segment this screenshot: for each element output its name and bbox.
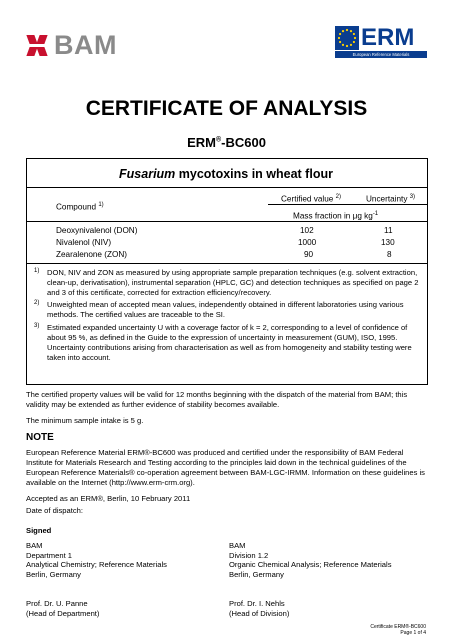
sample-intake-text: The minimum sample intake is 5 g. (26, 416, 144, 425)
divider (26, 187, 427, 188)
divider (26, 263, 427, 264)
bam-cross-icon (26, 35, 48, 57)
footnote-3: Estimated expanded uncertainty U with a coverage factor of k = 2, corresponding to a level of confidence of about 95 %, as defined in the Guide to the expression of uncertainty in measurement (GUM), ISO, 1995. Uncertainty contributions arising from characterisation as well as from homogeneity and stability testing were taken into account. (47, 323, 412, 362)
page-title: CERTIFICATE OF ANALYSIS (85, 97, 368, 120)
eu-stars-icon (335, 26, 359, 50)
dispatch-text: Date of dispatch: (26, 506, 83, 515)
validity-text: The certified property values will be valid for 12 months beginning with the dispatch of the material from BAM; this validity may be extended as further evidence of stability becomes available. (26, 390, 408, 409)
column-header-compound: Compound $^{1)}$ (56, 202, 104, 212)
erm-logo (335, 25, 427, 58)
footnote-mark: 1) (34, 268, 40, 274)
bam-logo-text: BAM (54, 30, 117, 60)
footnote-mark: 3) (34, 323, 40, 329)
page-footer: Certificate ERM®-BC600 Page 1 of 4 (370, 624, 426, 636)
table-cell-value: 90 (304, 250, 314, 259)
signed-label: Signed (26, 526, 52, 535)
accepted-text: Accepted as an ERM®, Berlin, 10 February 2011 (26, 494, 191, 503)
signatory-left-address: BAM Department 1 Analytical Chemistry; Reference Materials Berlin, Germany (26, 541, 167, 579)
table-cell-compound: Nivalenol (NIV) (56, 238, 112, 247)
table-cell-compound: Deoxynivalenol (DON) (56, 226, 138, 235)
bam-logo (26, 30, 117, 61)
table-cell-value: 102 (300, 226, 314, 235)
footnote-1: DON, NIV and ZON as measured by using appropriate sample preparation techniques (e.g. solvent extraction, clean-up, derivatisation), instrumental separation (HPLC, GC) and detection techniques as specified on page 2 and 3 of this certificate, corrected for extraction efficiency/recovery. (47, 268, 419, 297)
table-cell-uncertainty: 8 (387, 250, 392, 259)
unit-row: Mass fraction in μg $kg^{-1}$ (293, 211, 379, 221)
signatory-right-address: BAM Division 1.2 Organic Chemical Analysis; Reference Materials Berlin, Germany (229, 541, 392, 579)
table-cell-uncertainty: 130 (381, 238, 395, 247)
note-heading: NOTE (26, 432, 54, 443)
footnote-mark: 2) (34, 300, 40, 306)
erm-band-text: European Reference Materials (335, 51, 427, 58)
note-text: European Reference Material ERM®-BC600 was produced and certified under the responsibility of BAM Federal Institute for Materials Research and Testing according to the principles laid down in the technical guidelines of the European Reference Materials® co-operation agreement between BAM-LGC-IRMM. Information on these guidelines is available on the Internet (http://www.erm-crm.org). (26, 448, 425, 487)
signatory-right-name: Prof. Dr. I. Nehls (Head of Division) (229, 599, 290, 618)
erm-logo-text: ERM (361, 23, 415, 51)
footnote-2: Unweighted mean of accepted mean values, independently obtained in different laboratories using various methods. The certified values are traceable to the SI. (47, 300, 404, 319)
page-subtitle: ERM®-BC600 (187, 135, 266, 150)
column-header-uncertainty: Uncertainty $^{3)}$ (366, 194, 416, 204)
signatory-left-name: Prof. Dr. U. Panne (Head of Department) (26, 599, 100, 618)
table-cell-compound: Zearalenone (ZON) (56, 250, 127, 259)
table-cell-value: 1000 (298, 238, 317, 247)
table-cell-uncertainty: 11 (384, 226, 393, 235)
table-title: Fusarium mycotoxins in wheat flour (119, 167, 333, 181)
column-header-certified-value: Certified value $^{2)}$ (281, 194, 341, 204)
